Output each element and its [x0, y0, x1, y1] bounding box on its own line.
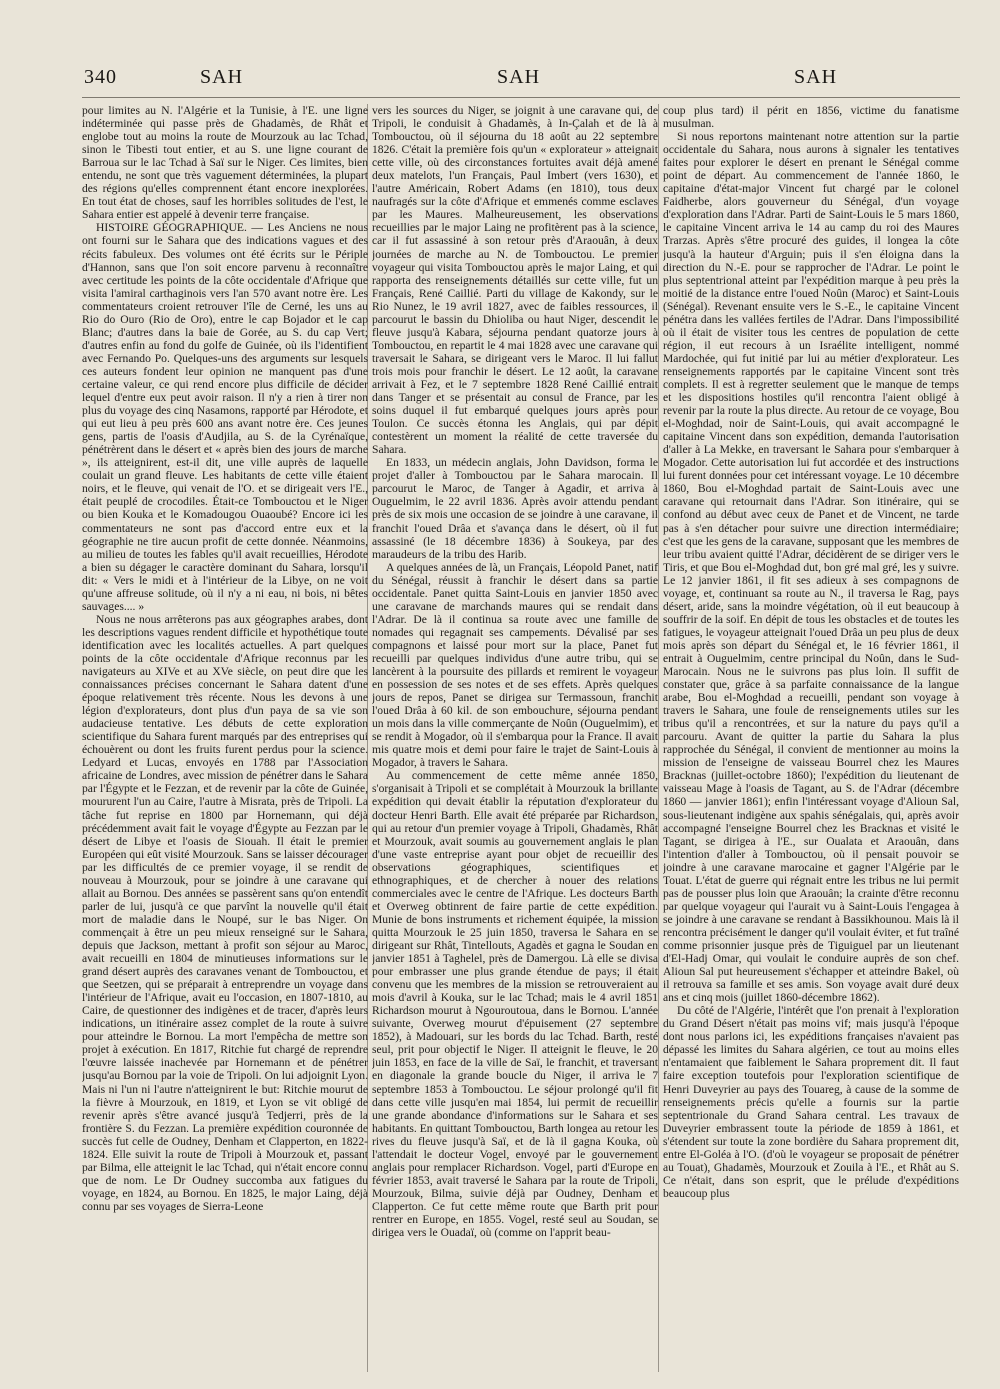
paragraph: A quelques années de là, un Français, Léopold Panet, natif du Sénégal, réussit à franchir le désert dans sa partie occidentale. Panet quitta Saint-Louis en janvier 1850 avec une caravane de marchands maures qui se rendait dans l'Adrar. De là il continua sa route avec une famille de nomades qui regagnait ses campements. Dévalisé par ses compagnons et laissé pour mort sur la place, Panet fut recueilli par quelques individus d'une autre tribu, qui se lancèrent à la poursuite des pillards et remirent le voyageur en possession de ses notes et de ses effets. Après quelques jours de repos, Panet se dirigea sur Termassoun, franchit l'oued Drâa à 60 kil. de son embouchure, séjourna pendant un mois dans la ville commerçante de Noûn (Ouguelmim), et se rendit à Mogador, où il s'embarqua pour la France. Il avait mis quatre mois et demi pour faire le trajet de Saint-Louis à Mogador, à travers le Sahara.: [372, 560, 658, 770]
paragraph: Du côté de l'Algérie, l'intérêt que l'on prenait à l'exploration du Grand Désert n'était pas moins vif; mais jusqu'à l'époque dont nous parlons ici, les expéditions françaises n'avaient pas dépassé les limites du Sahara algérien, ce tout au moins elles n'entamaient que faiblement le Sahara proprement dit. Il faut faire exception toutefois pour l'exploration scientifique de Henri Duveyrier au pays des Touareg, à cause de la somme de renseignements précis qu'elle a fournis sur la partie septentrionale du Grand Sahara central. Les travaux de Duveyrier embrassent toute la période de 1859 à 1861, et s'étendent sur toute la zone bordière du Sahara proprement dit, entre El-Goléa à l'O. (d'où le voyageur se proposait de pénétrer au Touat), Ghadamès, Mourzouk et Zouila à l'E., et Rhât au S. Ce n'était, dans son esprit, que le prélude d'expéditions beaucoup plus: [663, 1004, 959, 1200]
running-header: [0, 66, 1000, 96]
paragraph: pour limites au N. l'Algérie et la Tunisie, à l'E. une ligne indéterminée qui passe près de Ghadamès, de Rhât et englobe tout au moins la route de Mourzouk au lac Tchad, sinon le Tibesti tout entier, et au S. une ligne courant de Barroua sur le lac Tchad à Saï sur le Niger. Ces limites, bien entendu, ne sont que très vaguement déterminées, la plupart des régions qu'elles comprennent étant encore inexplorées. En tout état de choses, sauf les horribles solitudes de l'est, le Sahara entier est appelé à devenir terre française.: [82, 104, 368, 222]
page-number: 340: [84, 66, 117, 88]
column-divider-2: [658, 104, 659, 1372]
text-column-1: [82, 104, 368, 1374]
paragraph: HISTOIRE GÉOGRAPHIQUE. — Les Anciens ne nous ont fourni sur le Sahara que des indications vagues et des récits fabuleux. Des volumes ont été écrits sur le Périple d'Hannon, sans que l'on soit encore parvenu à reconnaître avec certitude les points de la côte occidentale d'Afrique que visita l'amiral carthaginois vers l'an 570 avant notre ère. Les commentateurs croient retrouver l'île de Cerné, les uns au Rio do Ouro (Rio de Oro), entre le cap Bojador et le cap Blanc; d'autres dans la baie de Gorée, au S. du cap Vert; d'autres enfin au fond du golfe de Guinée, où ils l'identifient avec Fernando Po. Quelques-uns des arguments sur lesquels ces auteurs fondent leur opinion ne manquent pas d'une certaine valeur, ce qui rend encore plus difficile de décider lequel d'entre eux peut avoir raison. Il n'y a rien à tirer non plus du voyage des cinq Nasamons, rapporté par Hérodote, et qui eut lieu à peu près 600 ans avant notre ère. Ces jeunes gens, partis de l'oasis d'Audjila, au S. de la Cyrénaïque, pénétrèrent dans le désert et « après bien des jours de marche », ils atteignirent, est-il dit, une ville auprès de laquelle coulait un grand fleuve. Les habitants de cette ville étaient noirs, et le fleuve, qui venait de l'O. et se dirigeait vers l'E., était peuplé de crocodiles. Était-ce Tombouctou et le Niger ou bien Kouka et le Komadougou Ouaoubé? Encore ici les commentateurs ne sont pas d'accord entre eux et la géographie ne tire aucun profit de cette donnée. Néanmoins, au milieu de toutes les fables qu'il avait recueillies, Hérodote a bien su dégager le caractère dominant du Sahara, lorsqu'il dit: « Vers le midi et à l'intérieur de la Libye, on ne voit qu'une affreuse solitude, où il n'y a ni eau, ni bois, ni bêtes sauvages.... »: [82, 221, 368, 613]
paragraph: Au commencement de cette même année 1850, s'organisait à Tripoli et se complétait à Mourzouk la brillante expédition qui devait établir la réputation d'explorateur du docteur Henri Barth. Elle avait été préparée par Richardson, qui au retour d'un premier voyage à Tripoli, Ghadamès, Rhât et Mourzouk, avait soumis au gouvernement anglais le plan d'une vaste entreprise ayant pour objet de recueillir des observations géographiques, scientifiques et ethnographiques, et de chercher à nouer des relations commerciales avec le centre de l'Afrique. Les docteurs Barth et Overweg obtinrent de faire partie de cette expédition. Munie de bons instruments et richement équipée, la mission quitta Mourzouk le 25 juin 1850, traversa le Sahara en se dirigeant sur Rhât, Tintellouts, Agadès et gagna le Soudan en janvier 1851 à Taghelel, près de Damergou. Là elle se divisa pour embrasser une plus grande étendue de pays; il était convenu que les membres de la mission se retrouveraient au mois d'avril à Kouka, sur le lac Tchad; mais le 4 avril 1851 Richardson mourut à Ngouroutoua, dans le Bornou. L'année suivante, Overweg mourut d'épuisement (27 septembre 1852), à Madouari, sur les bords du lac Tchad. Barth, resté seul, prit pour objectif le Niger. Il atteignit le fleuve, le 20 juin 1853, en face de la ville de Saï, le franchit, et traversant en diagonale la grande boucle du Niger, il arriva le 7 septembre 1853 à Tombouctou. Le séjour prolongé qu'il fit dans cette ville jusqu'en mai 1854, lui permit de recueillir une grande abondance d'informations sur le Sahara et ses habitants. En quittant Tombouctou, Barth longea au retour les rives du fleuve jusqu'à Saï, et de là il gagna Kouka, où l'attendait le docteur Vogel, envoyé par le gouvernement anglais pour remplacer Richardson. Vogel, parti d'Europe en février 1853, avait traversé le Sahara par la route de Tripoli, Mourzouk, Bilma, suivie déjà par Oudney, Denham et Clapperton. Ce fut cette même route que Barth prit pour rentrer en Europe, en 1855. Vogel, resté seul au Soudan, se dirigea vers le Ouadaï, où (comme on l'apprit beau-: [372, 769, 658, 1240]
text-column-3: [663, 104, 959, 1374]
paragraph: Nous ne nous arrêterons pas aux géographes arabes, dont les descriptions vagues rendent difficile et hypothétique toute identification avec les localités actuelles. A part quelques points de la côte occidentale d'Afrique reconnus par les navigateurs au XIVe et au XVe siècle, on peut dire que les connaissances précises concernant le Sahara datent d'une époque relativement très récente. Nous les devons à une légion d'explorateurs, dont plus d'un paya de sa vie son audacieuse tentative. Les débuts de cette exploration scientifique du Sahara furent marqués par des entreprises qui échouèrent ou dont les fruits furent perdus pour la science. Ledyard et Lucas, envoyés en 1788 par l'Association africaine de Londres, avec mission de pénétrer dans le Sahara par l'Égypte et le Fezzan, et de revenir par la côte de Guinée, moururent l'un au Caire, l'autre à Misrata, près de Tripoli. La tâche fut reprise en 1800 par Hornemann, qui déjà précédemment avait fait le voyage d'Égypte au Fezzan par le désert de Libye et l'oasis de Siouah. Il était le premier Européen qui eût visité Mourzouk. Sans se laisser décourager par les difficultés de ce premier voyage, il se rendit de nouveau à Mourzouk, pour se joindre à une caravane qui allait au Bornou. Des années se passèrent sans qu'on entendît parler de lui, jusqu'à ce que parvînt la nouvelle qu'il était mort de maladie dans le Noupé, sur le bas Niger. On commençait à être un peu mieux renseigné sur le Sahara, depuis que Jackson, mettant à profit son séjour au Maroc, avait recueilli en 1804 de minutieuses informations sur le grand désert auprès des caravanes venant de Tombouctou, et que Seetzen, qui se préparait à entreprendre un voyage dans l'intérieur de l'Afrique, avait eu l'occasion, en 1807-1810, au Caire, de questionner des indigènes et de tracer, d'après leurs indications, un itinéraire assez complet de la route à suivre pour atteindre le Bornou. La mort l'empêcha de mettre son projet à exécution. En 1817, Ritchie fut chargé de reprendre l'œuvre laissée inachevée par Hornemann et de pénétrer jusqu'au Bornou par la voie de Tripoli. On lui adjoignit Lyon. Mais ni l'un ni l'autre n'atteignirent le but: Ritchie mourut de la fièvre à Mourzouk, en 1819, et Lyon se vit obligé de revenir après s'être avancé jusqu'à Tedjerri, près de la frontière S. du Fezzan. La première expédition couronnée de succès fut celle de Oudney, Denham et Clapperton, en 1822-1824. Elle suivit la route de Tripoli à Mourzouk et, passant par Bilma, elle atteignit le lac Tchad, qui n'était encore connu que de nom. Le Dr Oudney succomba aux fatigues du voyage, en 1824, au Bornou. En 1825, le major Laing, déjà connu par ses voyages de Sierra-Leone: [82, 612, 368, 1213]
running-head-left: SAH: [200, 66, 244, 88]
paragraph: coup plus tard) il périt en 1856, victime du fanatisme musulman.: [663, 104, 959, 131]
running-head-right: SAH: [794, 66, 838, 88]
paragraph: En 1833, un médecin anglais, John Davidson, forma le projet d'aller à Tombouctou par le Sahara marocain. Il parcourut le Maroc, de Tanger à Agadir, et arriva à Ouguelmim, le 22 avril 1836. Après avoir attendu pendant près de six mois une occasion de se joindre à une caravane, il franchit l'oued Drâa et s'avança dans le désert, où il fut assassiné (le 18 décembre 1836) à Soukeya, par des maraudeurs de la tribu des Harib.: [372, 456, 658, 561]
paragraph: Si nous reportons maintenant notre attention sur la partie occidentale du Sahara, nous aurons à signaler les tentatives faites pour explorer le désert en prenant le Sénégal comme point de départ. Au commencement de l'année 1860, le capitaine d'état-major Vincent fut chargé par le colonel Faidherbe, alors gouverneur du Sénégal, d'un voyage d'exploration dans l'Adrar. Parti de Saint-Louis le 5 mars 1860, le capitaine Vincent arriva le 14 au camp du roi des Maures Trarzas. Après s'être procuré des guides, il longea la côte jusqu'à la hauteur d'Arguin; puis il s'en éloigna dans la direction du N.-E. pour se rapprocher de l'Adrar. Le point le plus septentrional atteint par l'expédition marque à peu près la moitié de la distance entre l'oued Noûn (Maroc) et Saint-Louis (Sénégal). Revenant ensuite vers le S.-E., le capitaine Vincent pénétra dans les vallées fertiles de l'Adrar. Dans l'impossibilité où il était de visiter tous les centres de population de cette région, il eut recours à un Israélite intelligent, nommé Mardochée, qui fut initié par lui au métier d'explorateur. Les renseignements rapportés par le capitaine Vincent sont très complets. Il est à regretter seulement que le manque de temps et les dispositions hostiles qu'il rencontra l'aient obligé à revenir par la route la plus directe. Au retour de ce voyage, Bou el-Moghdad, noir de Saint-Louis, qui avait accompagné le capitaine Vincent dans son expédition, demanda l'autorisation d'aller à La Mekke, en traversant le Sahara pour s'embarquer à Mogador. Cette autorisation lui fut accordée et des instructions lui furent données pour cet intéressant voyage. Le 10 décembre 1860, Bou el-Moghdad partait de Saint-Louis avec une caravane qui retournait dans l'Adrar. Son itinéraire, qui se confond au début avec ceux de Panet et de Vincent, ne tarde pas à s'en détacher pour suivre une direction intermédiaire; c'est que les gens de la caravane, supposant que les membres de leur tribu avaient quitté l'Adrar, décidèrent de se diriger vers le Tiris, et que Bou el-Moghdad dut, bon gré mal gré, les y suivre. Le 12 janvier 1861, il fit ses adieux à ses compagnons de voyage, et, continuant sa route au N., il traversa le Rag, pays désert, aride, sans la moindre végétation, où il eut beaucoup à souffrir de la soif. En dépit de tous les obstacles et de toutes les fatigues, le voyageur atteignait l'oued Drâa un peu plus de deux mois après son départ du Sénégal et, le 16 février 1861, il entrait à Ouguelmim, centre principal du Noûn, dans le Sud-Marocain. Nous ne le suivrons pas plus loin. Il suffit de constater que, grâce à sa parfaite connaissance de la langue arabe, Bou el-Moghdad a recueilli, pendant son voyage à travers le Sahara, une foule de renseignements utiles sur les tribus qu'il a rencontrées, et sur la nature du pays qu'il a parcouru. Avant de quitter la partie du Sahara la plus rapprochée du Sénégal, il convient de mentionner au moins la mission de l'enseigne de vaisseau Bourrel chez les Maures Bracknas (juillet-octobre 1860); l'expédition du lieutenant de vaisseau Mage à l'oasis de Tagant, au S. de l'Adrar (décembre 1860 — janvier 1861); enfin l'intéressant voyage d'Alioun Sal, sous-lieutenant indigène aux spahis sénégalais, qui, après avoir accompagné l'enseigne Bourrel chez les Bracknas et visité le Tagant, se dirigea à l'E., sur Oualata et Araouân, dans l'intention d'aller à Tombouctou, où il pensait pouvoir se joindre à une caravane marocaine et gagner l'Algérie par le Touat. L'état de guerre qui régnait entre les tribus ne lui permit pas de pousser plus loin que Araouân; la crainte d'être reconnu par quelque voyageur qui l'aurait vu à Saint-Louis l'engagea à se joindre à une caravane se rendant à Bassikhounou. Mais là il rencontra précisément le danger qu'il voulait éviter, et fut traîné comme prisonnier jusque près de Tiguiguel par un lieutenant d'El-Hadj Omar, qui voulait le conduire auprès de son chef. Alioun Sal put heureusement s'échapper et atteindre Bakel, où il retrouva sa famille et ses amis. Son voyage avait duré deux ans et cinq mois (juillet 1860-décembre 1862).: [663, 130, 959, 1005]
text-column-2: [372, 104, 658, 1374]
running-head-center: SAH: [497, 66, 541, 88]
header-rule: [82, 97, 960, 98]
paragraph: vers les sources du Niger, se joignit à une caravane qui, de Tripoli, le conduisit à Ghadamès, à In-Çalah et de là à Tombouctou, où il séjourna du 18 août au 22 septembre 1826. C'était la première fois qu'un « explorateur » atteignait cette ville, où des circonstances fortuites avait déjà amené deux matelots, l'un Français, Paul Imbert (vers 1630), et l'autre Américain, Robert Adams (en 1810), tous deux naufragés sur la côte d'Afrique et emmenés comme esclaves par les Maures. Malheureusement, les observations recueillies par le major Laing ne profitèrent pas à la science, car il fut assassiné à son retour près d'Araouân, à deux journées de marche au N. de Tombouctou. Le premier voyageur qui visita Tombouctou après le major Laing, et qui rapporta des renseignements détaillés sur cette ville, fut un Français, René Caillié. Parti du village de Kakondy, sur le Rio Nunez, le 19 avril 1827, avec de faibles ressources, il parcourut le bassin du Dhioliba ou haut Niger, descendit le fleuve jusqu'à Kabara, séjourna pendant quatorze jours à Tombouctou, en repartit le 4 mai 1828 avec une caravane qui traversait le Sahara, se dirigeant vers le Maroc. Il lui fallut trois mois pour franchir le désert. Le 12 août, la caravane arrivait à Fez, et le 7 septembre 1828 René Caillié entrait dans Tanger et se présentait au consul de France, par les soins duquel il fut embarqué quelques jours après pour Toulon. Ce succès étonna les Anglais, qui par dépit contestèrent un moment la réalité de cette traversée du Sahara.: [372, 104, 658, 457]
